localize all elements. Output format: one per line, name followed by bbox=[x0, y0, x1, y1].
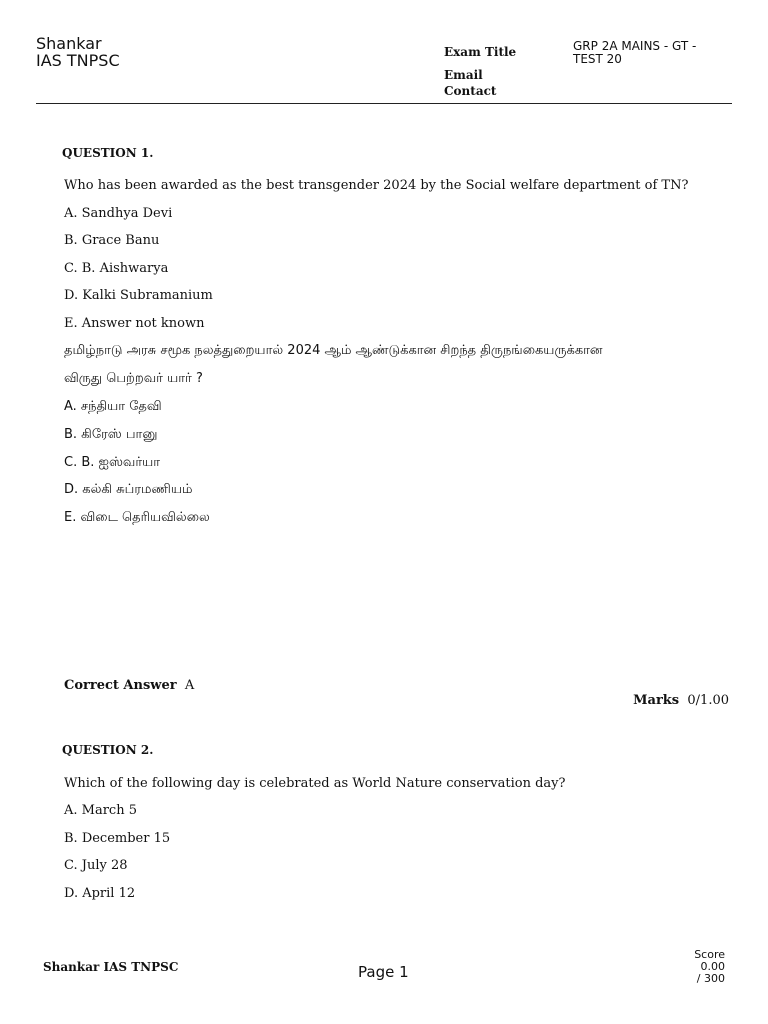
question-1-text-ta-line1: தமிழ்நாடு அரசு சமூக நலத்துறையால் 2024 ஆம் ஆண்டுக்கான சிறந்த திருநங்கையருக்கான bbox=[64, 343, 603, 358]
exam-title-value-line2: TEST 20 bbox=[573, 52, 622, 66]
score-value: 0.00 bbox=[700, 960, 725, 973]
question-1-option-d: D. Kalki Subramanium bbox=[64, 288, 213, 303]
question-2-option-a: A. March 5 bbox=[64, 803, 137, 818]
question-1-text-en: Who has been awarded as the best transgender 2024 by the Social welfare department of TN? bbox=[64, 178, 689, 193]
question-1-option-e: E. Answer not known bbox=[64, 316, 205, 331]
marks-value: 0/1.00 bbox=[687, 693, 729, 708]
question-1-heading: QUESTION 1. bbox=[62, 146, 154, 160]
correct-answer-value: A bbox=[184, 678, 195, 693]
score-label: Score bbox=[694, 948, 725, 961]
footer-org-name: Shankar IAS TNPSC bbox=[43, 960, 179, 974]
org-name-line2: IAS TNPSC bbox=[36, 51, 120, 70]
marks-row bbox=[633, 693, 729, 708]
contact-label: Contact bbox=[444, 84, 497, 98]
question-2-option-b: B. December 15 bbox=[64, 831, 171, 846]
question-2-text-en: Which of the following day is celebrated as World Nature conservation day? bbox=[64, 776, 566, 791]
question-1-option-b-ta: B. கிரேஸ் பானு bbox=[64, 427, 158, 442]
question-1-option-c-ta: C. B. ஐஸ்வர்யா bbox=[64, 455, 161, 470]
score-block bbox=[694, 949, 725, 985]
question-2-heading: QUESTION 2. bbox=[62, 743, 154, 757]
question-2-option-c: C. July 28 bbox=[64, 858, 128, 873]
question-1-option-b: B. Grace Banu bbox=[64, 233, 160, 248]
marks-label: Marks bbox=[633, 693, 680, 708]
question-2-option-d: D. April 12 bbox=[64, 886, 136, 901]
question-1-option-c: C. B. Aishwarya bbox=[64, 261, 169, 276]
question-1-option-e-ta: E. விடை தெரியவில்லை bbox=[64, 510, 210, 525]
exam-title-label: Exam Title bbox=[444, 45, 517, 59]
correct-answer-row bbox=[64, 678, 194, 693]
correct-answer-label: Correct Answer bbox=[64, 678, 177, 693]
question-1-option-d-ta: D. கல்கி சுப்ரமணியம் bbox=[64, 482, 193, 497]
page-number: Page 1 bbox=[358, 963, 409, 981]
question-1-text-ta-line2: விருது பெற்றவர் யார் ? bbox=[64, 371, 203, 386]
score-total: / 300 bbox=[696, 972, 725, 985]
email-label: Email bbox=[444, 68, 483, 82]
question-1-option-a-ta: A. சந்தியா தேவி bbox=[64, 399, 162, 414]
exam-title-value-line1: GRP 2A MAINS - GT - bbox=[573, 39, 697, 53]
question-1-option-a: A. Sandhya Devi bbox=[64, 206, 173, 221]
org-name-line1: Shankar bbox=[36, 34, 102, 53]
header-divider bbox=[36, 103, 732, 104]
